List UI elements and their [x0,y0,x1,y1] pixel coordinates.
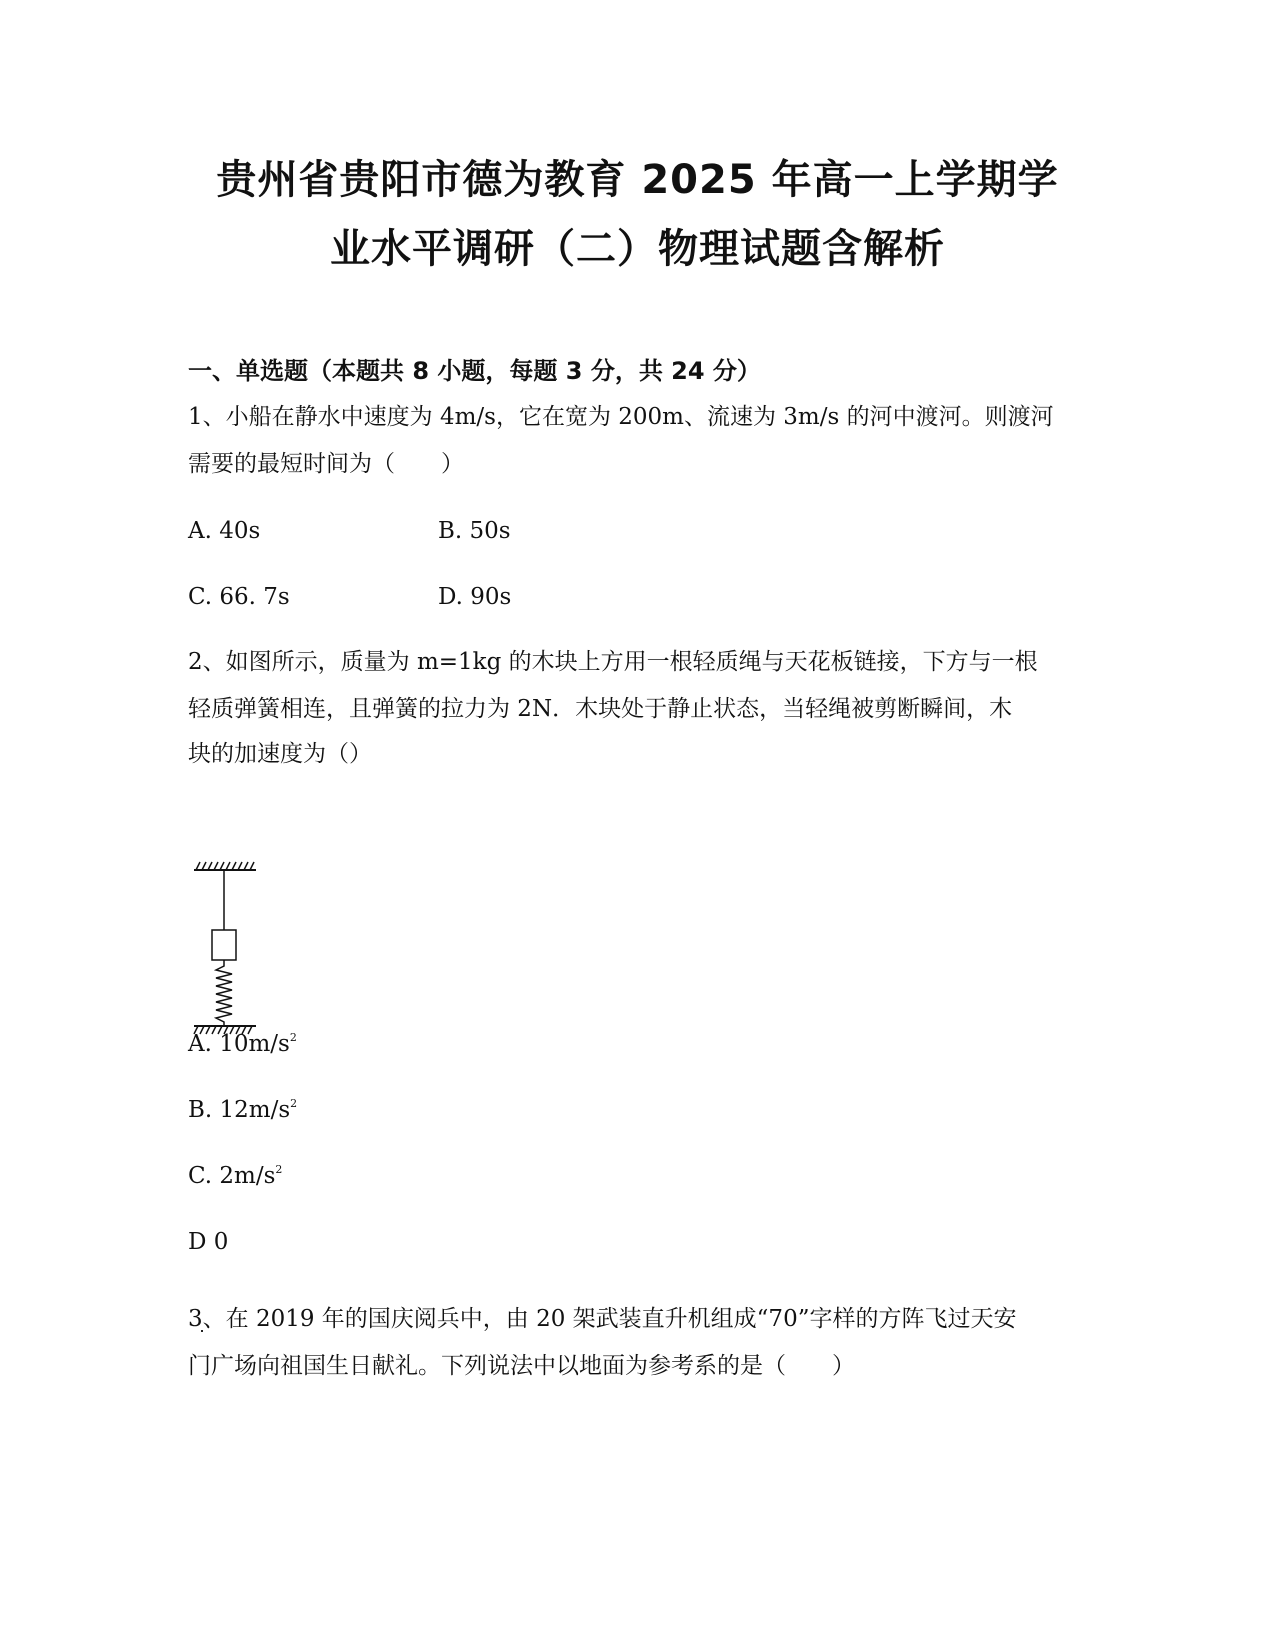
question-1-option-b: B. 50s [438,518,511,544]
superscript-2: 2 [290,1097,298,1110]
question-1-option-a: A. 40s [188,518,261,544]
question-2-option-b: B. $12m/s^2$ [188,1097,298,1123]
question-2-option-a: A. $10m/s^2$ [188,1031,297,1057]
document-title-line-1: 贵州省贵阳市德为教育 2025 年高一上学期学 [216,157,1059,203]
rope-block-spring-svg [188,850,268,1040]
question-3-stem-line-2: 门广场向祖国生日献礼。下列说法中以地面为参考系的是（ ） [188,1353,855,1379]
superscript-2: 2 [275,1163,283,1176]
ceiling-hatching [196,862,254,870]
question-1-stem-line-2: 需要的最短时间为（ ） [188,451,464,477]
question-1-option-d: D. 90s [438,584,512,610]
question-1-stem-line-1: 1、小船在静水中速度为 4m/s，它在宽为 200m、流速为 3m/s 的河中渡河。则渡河 [188,404,1054,430]
question-2-stem-line-3: 块的加速度为（） [188,741,372,767]
document-title-line-2: 业水平调研（二）物理试题含解析 [330,226,945,272]
spring-coil [216,960,232,1026]
question-2-stem-line-2: 轻质弹簧相连，且弹簧的拉力为 2N．木块处于静止状态，当轻绳被剪断瞬间，木 [188,696,1013,722]
rope-block-spring-diagram [188,850,268,1040]
section-heading: 一、单选题（本题共 8 小题，每题 3 分，共 24 分） [188,357,761,385]
question-2-option-d: D 0 [188,1229,229,1255]
question-2-stem-line-1: 2、如图所示，质量为 m=1kg 的木块上方用一根轻质绳与天花板链接，下方与一根 [188,649,1038,675]
question-2-option-c: C. $2m/s^2$ [188,1163,283,1189]
wooden-block [212,930,236,960]
superscript-2: 2 [289,1031,297,1044]
question-3-stem-line-1: 3、在 2019 年的国庆阅兵中，由 20 架武装直升机组成“70”字样的方阵飞过天安 [188,1306,1017,1332]
question-1-option-c: C. 66. 7s [188,584,290,610]
